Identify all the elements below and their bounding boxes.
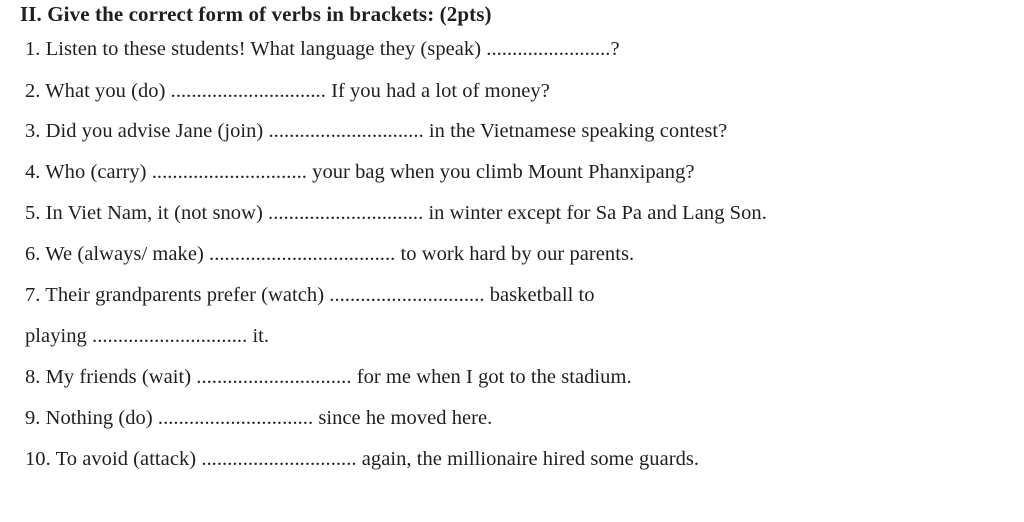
question-3: 3. Did you advise Jane (join) .............................. in the Vietnamese speaking contest? [25,120,728,142]
exercise-heading: II. Give the correct form of verbs in brackets: (2pts) [20,2,492,26]
question-10: 10. To avoid (attack) .............................. again, the millionaire hired some guards. [25,448,700,470]
question-4: 4. Who (carry) .............................. your bag when you climb Mount Phanxipang? [25,161,695,183]
question-1: 1. Listen to these students! What language they (speak) ........................? [25,38,620,60]
question-5: 5. In Viet Nam, it (not snow) .............................. in winter except for Sa Pa and Lang Son. [25,202,767,224]
question-7-continuation: playing .............................. it. [25,325,270,347]
question-8: 8. My friends (wait) .............................. for me when I got to the stadium. [25,366,632,388]
question-6: 6. We (always/ make) .................................... to work hard by our parents. [25,243,635,265]
question-7: 7. Their grandparents prefer (watch) .............................. basketball to [25,284,595,306]
question-9: 9. Nothing (do) .............................. since he moved here. [25,407,493,429]
question-2: 2. What you (do) .............................. If you had a lot of money? [25,80,550,102]
